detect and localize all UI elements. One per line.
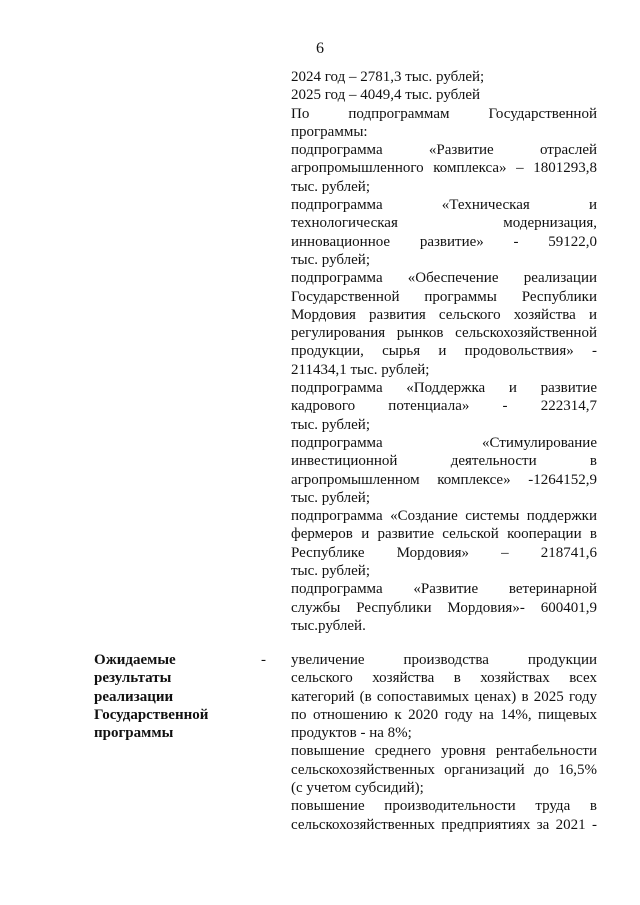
- funding-line: кадрового потенциала» - 222314,7: [291, 398, 597, 415]
- funding-text-block: [291, 68, 597, 635]
- result-line: категорий (в сопоставимых ценах) в 2025 году: [291, 688, 597, 705]
- funding-line: программы:: [291, 123, 368, 140]
- funding-line: подпрограмма «Поддержка и развитие: [291, 380, 597, 397]
- result-line: продуктов - на 8%;: [291, 725, 412, 742]
- funding-line: тыс. рублей;: [291, 251, 370, 268]
- funding-line: подпрограмма «Техническая и: [291, 197, 597, 214]
- funding-line: тыс. рублей;: [291, 416, 370, 433]
- funding-line: подпрограмма «Стимулирование: [291, 434, 597, 451]
- funding-line: тыс. рублей;: [291, 563, 370, 580]
- funding-line: Мордовия развития сельского хозяйства и: [291, 306, 597, 323]
- heading-line: результаты: [94, 670, 172, 687]
- funding-line: Государственной программы Республики: [291, 288, 597, 305]
- heading-line: Государственной: [94, 706, 209, 723]
- result-line: повышение среднего уровня рентабельности: [291, 743, 597, 760]
- funding-line: 2025 год – 4049,4 тыс. рублей: [291, 87, 481, 104]
- funding-line: инвестиционной деятельности в: [291, 453, 597, 470]
- funding-line: подпрограмма «Создание системы поддержки: [291, 508, 597, 525]
- funding-line: продукции, сырья и продовольствия» -: [291, 343, 597, 360]
- heading-line: Ожидаемые: [94, 652, 176, 668]
- funding-line: подпрограмма «Обеспечение реализации: [291, 270, 597, 287]
- heading-line: реализации: [94, 688, 174, 705]
- expected-results-heading: [94, 651, 254, 742]
- expected-results-text-block: [291, 651, 597, 834]
- funding-line: По подпрограммам Государственной: [291, 105, 597, 122]
- funding-line: регулирования рынков сельскохозяйственной: [291, 325, 597, 342]
- funding-line: подпрограмма «Развитие ветеринарной: [291, 581, 597, 598]
- result-line: повышение производительности труда в: [291, 798, 597, 815]
- result-line: увеличение производства продукции: [291, 652, 597, 668]
- funding-line: агропромышленного комплекса» – 1801293,8: [291, 160, 597, 177]
- result-line: сельскохозяйственных предприятиях за 2021 -: [291, 816, 597, 833]
- funding-line: инновационное развитие» - 59122,0: [291, 233, 597, 250]
- funding-line: 2024 год – 2781,3 тыс. рублей;: [291, 69, 485, 85]
- funding-line: агропромышленном комплексе» -1264152,9: [291, 471, 597, 488]
- result-line: сельского хозяйства в хозяйствах всех: [291, 670, 597, 687]
- funding-line: фермеров и развитие сельской кооперации в: [291, 526, 597, 543]
- funding-line: службы Республики Мордовия»- 600401,9: [291, 599, 597, 616]
- result-line: по отношению к 2020 году на 14%, пищевых: [291, 706, 597, 723]
- result-line: сельскохозяйственных организаций до 16,5%: [291, 761, 597, 778]
- funding-line: Республике Мордовия» – 218741,6: [291, 544, 597, 561]
- result-line: (с учетом субсидий);: [291, 780, 424, 797]
- funding-line: технологическая модернизация,: [291, 215, 597, 232]
- funding-line: тыс. рублей;: [291, 489, 370, 506]
- funding-line: тыс. рублей;: [291, 178, 370, 195]
- funding-line: 211434,1 тыс. рублей;: [291, 361, 430, 378]
- heading-dash: -: [261, 652, 266, 668]
- funding-line: подпрограмма «Развитие отраслей: [291, 142, 597, 159]
- heading-line: программы: [94, 725, 174, 742]
- page-number: 6: [316, 40, 324, 57]
- funding-line: тыс.рублей.: [291, 617, 366, 634]
